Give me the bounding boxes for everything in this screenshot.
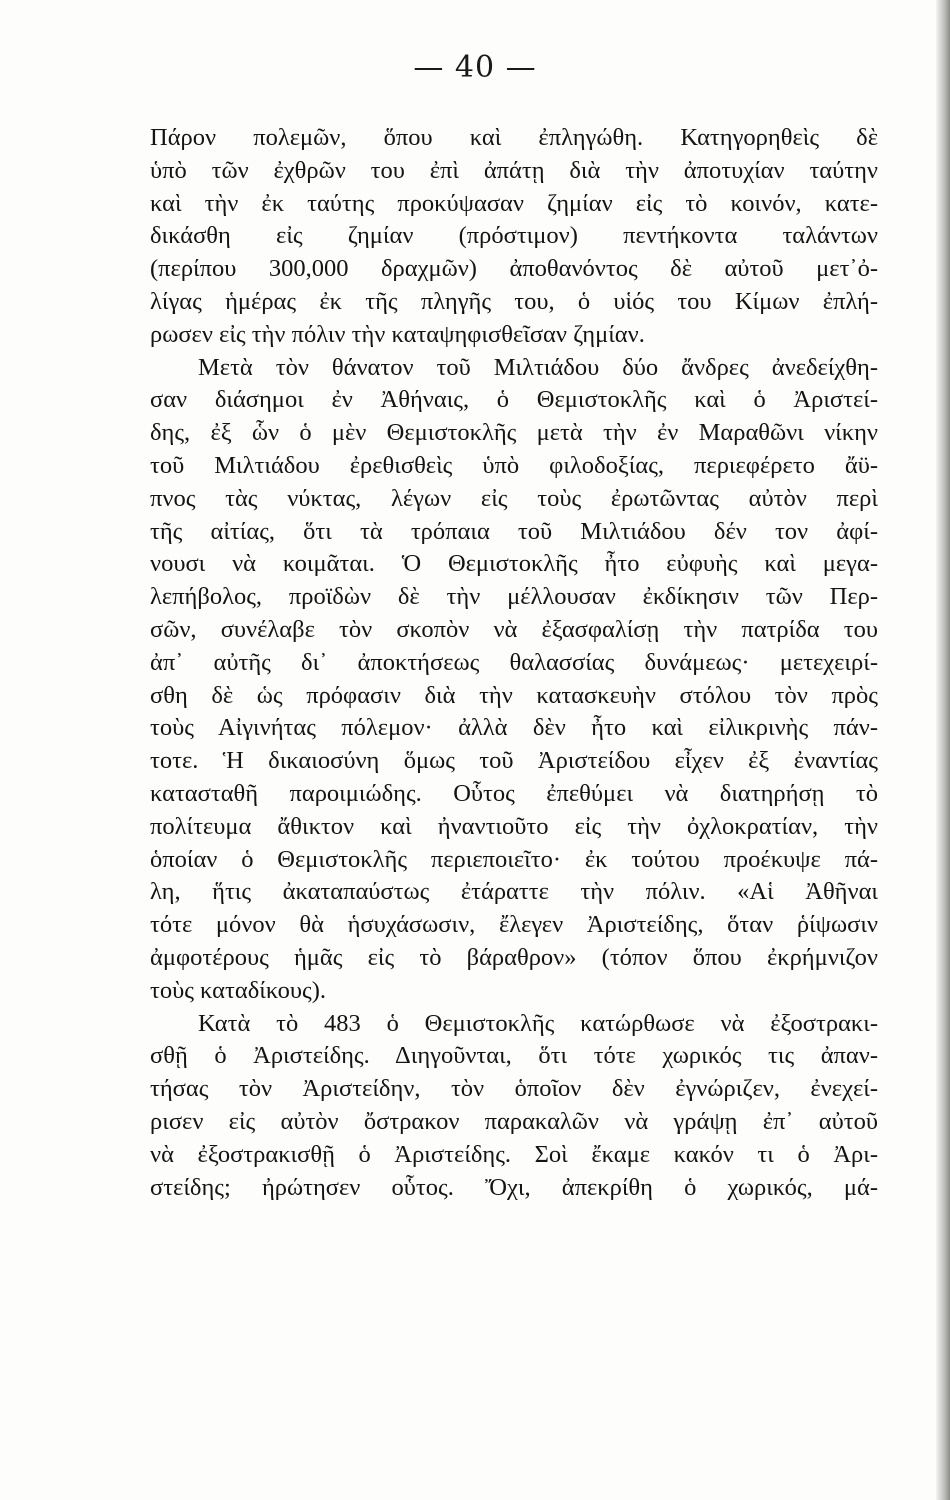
- text-line: πολίτευμα ἄθικτον καὶ ἠναντιοῦτο εἰς τὴν ὀχλοκρατίαν, τὴν: [150, 812, 878, 840]
- text-line: ρισεν εἰς αὐτὸν ὄστρακον παρακαλῶν νὰ γράψῃ ἐπ᾽ αὐτοῦ: [150, 1107, 878, 1135]
- text-line: πνος τὰς νύκτας, λέγων εἰς τοὺς ἐρωτῶντας αὐτὸν περὶ: [150, 484, 878, 512]
- text-line: καὶ τὴν ἐκ ταύτης προκύψασαν ζημίαν εἰς τὸ κοινόν, κατε-: [150, 189, 878, 217]
- page-edge-shadow: [936, 0, 950, 1500]
- text-line: σαν διάσημοι ἐν Ἀθήναις, ὁ Θεμιστοκλῆς καὶ ὁ Ἀριστεί-: [150, 386, 878, 414]
- text-line: δικάσθη εἰς ζημίαν (πρόστιμον) πεντήκοντα ταλάντων: [150, 222, 878, 250]
- text-line: σῶν, συνέλαβε τὸν σκοπὸν νὰ ἐξασφαλίσῃ τὴν πατρίδα του: [150, 615, 878, 643]
- text-line: Πάρον πολεμῶν, ὅπου καὶ ἐπληγώθη. Κατηγορηθεὶς δὲ: [150, 124, 878, 151]
- text-line: Μετὰ τὸν θάνατον τοῦ Μιλτιάδου δύο ἄνδρες ἀνεδείχθη-: [198, 353, 878, 381]
- text-line: λεπήβολος, προϊδὼν δὲ τὴν μέλλουσαν ἐκδίκησιν τῶν Περ-: [150, 583, 878, 611]
- text-line: τήσας τὸν Ἀριστείδην, τὸν ὁποῖον δὲν ἐγνώριζεν, ἐνεχεί-: [150, 1075, 878, 1103]
- text-line: νουσι νὰ κοιμᾶται. Ὁ Θεμιστοκλῆς ἦτο εὐφυὴς καὶ μεγα-: [150, 550, 878, 578]
- text-line: τῆς αἰτίας, ὅτι τὰ τρόπαια τοῦ Μιλτιάδου δέν τον ἀφί-: [150, 517, 878, 545]
- text-line: ἀπ᾽ αὐτῆς δι᾽ ἀποκτήσεως θαλασσίας δυνάμεως· μετεχειρί-: [150, 648, 878, 676]
- text-line: ἀμφοτέρους ἡμᾶς εἰς τὸ βάραθρον» (τόπον ὅπου ἐκρήμνιζον: [150, 943, 878, 971]
- text-line: νὰ ἐξοστρακισθῇ ὁ Ἀριστείδης. Σοὶ ἔκαμε κακόν τι ὁ Ἀρι-: [150, 1140, 878, 1168]
- body-text: [150, 122, 878, 1204]
- text-line: κατασταθῆ παροιμιώδης. Οὗτος ἐπεθύμει νὰ διατηρήσῃ τὸ: [150, 779, 878, 807]
- text-line: στείδης; ἠρώτησεν οὗτος. Ὄχι, ἀπεκρίθη ὁ χωρικός, μά-: [150, 1173, 878, 1201]
- page-number: — 40 —: [413, 50, 537, 85]
- text-line: ρωσεν εἰς τὴν πόλιν τὴν καταψηφισθεῖσαν ζημίαν.: [150, 320, 645, 348]
- text-line: (περίπου 300,000 δραχμῶν) ἀποθανόντος δὲ αὐτοῦ μετ᾽ὀ-: [150, 255, 878, 283]
- text-line: λίγας ἡμέρας ἐκ τῆς πληγῆς του, ὁ υἱός του Κίμων ἐπλή-: [150, 287, 878, 315]
- text-line: δης, ἐξ ὧν ὁ μὲν Θεμιστοκλῆς μετὰ τὴν ἐν Μαραθῶνι νίκην: [150, 419, 878, 447]
- text-line: τοῦ Μιλτιάδου ἐρεθισθεὶς ὑπὸ φιλοδοξίας, περιεφέρετο ἄϋ-: [150, 451, 878, 479]
- text-line: τοὺς Αἰγινήτας πόλεμον· ἀλλὰ δὲν ἦτο καὶ εἰλικρινὴς πάν-: [150, 714, 878, 742]
- text-line: τοτε. Ἡ δικαιοσύνη ὅμως τοῦ Ἀριστείδου εἶχεν ἐξ ἐναντίας: [150, 747, 878, 775]
- text-line: σθῇ ὁ Ἀριστείδης. Διηγοῦνται, ὅτι τότε χωρικός τις ἀπαν-: [150, 1042, 878, 1070]
- text-line: τότε μόνον θὰ ἡσυχάσωσιν, ἔλεγεν Ἀριστείδης, ὅταν ῥίψωσιν: [150, 911, 878, 939]
- text-line: σθη δὲ ὡς πρόφασιν διὰ τὴν κατασκευὴν στόλου τὸν πρὸς: [150, 681, 878, 709]
- text-line: Κατὰ τὸ 483 ὁ Θεμιστοκλῆς κατώρθωσε νὰ ἐξοστρακι-: [198, 1009, 878, 1037]
- text-line: λη, ἥτις ἀκαταπαύστως ἐτάραττε τὴν πόλιν. «Αἱ Ἀθῆναι: [150, 878, 878, 906]
- text-line: τοὺς καταδίκους).: [150, 976, 327, 1004]
- text-line: ὑπὸ τῶν ἐχθρῶν του ἐπὶ ἀπάτῃ διὰ τὴν ἀποτυχίαν ταύτην: [150, 156, 878, 184]
- text-line: ὁποίαν ὁ Θεμιστοκλῆς περιεποιεῖτο· ἐκ τούτου προέκυψε πά-: [150, 845, 878, 873]
